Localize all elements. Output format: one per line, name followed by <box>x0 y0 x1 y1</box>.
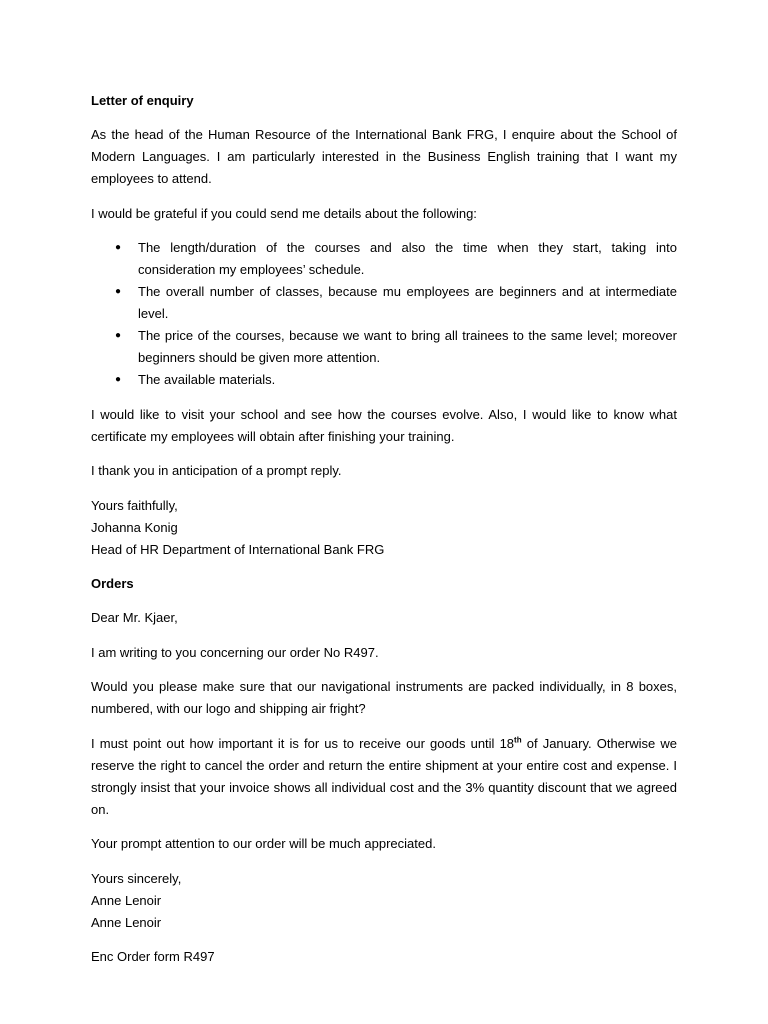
list-item-text: The available materials. <box>138 372 276 387</box>
list-item <box>91 281 677 325</box>
bullet-icon: ● <box>115 242 122 253</box>
orders-signature-block <box>91 868 677 934</box>
enquiry-signature-block <box>91 495 677 561</box>
list-item-text: The price of the courses, because we want to bring all trainees to the same level; moreover beginners should be given more attention. <box>138 328 677 365</box>
orders-deadline-paragraph <box>91 733 677 821</box>
orders-enclosure: Enc Order form R497 <box>91 949 215 964</box>
enquiry-visit-paragraph: I would like to visit your school and see how the courses evolve. Also, I would like to know what certificate my employees will obtain after finishing your training. <box>91 406 677 444</box>
document-page <box>91 90 677 981</box>
bullet-icon: ● <box>115 330 122 341</box>
deadline-ordinal-suffix: th <box>514 735 522 745</box>
list-item-text: The length/duration of the courses and also the time when they start, taking into consideration my employees’ schedule. <box>138 240 677 277</box>
enquiry-signature-name: Johanna Konig <box>91 519 178 535</box>
orders-signature-line-2: Anne Lenoir <box>91 914 162 930</box>
orders-heading: Orders <box>91 576 134 591</box>
bullet-icon: ● <box>115 286 122 297</box>
list-item <box>91 369 677 391</box>
list-item <box>91 325 677 369</box>
list-item-text: The overall number of classes, because mu employees are beginners and at intermediate level. <box>138 284 677 321</box>
deadline-text-after: of January. Otherwise we reserve the right to cancel the order and return the entire shipment at your entire cost and expense. I strongly insist that your invoice shows all individual cost and the 3% quantity discount that we agreed on. <box>91 735 677 817</box>
orders-reference-paragraph: I am writing to you concerning our order No R497. <box>91 644 379 660</box>
enquiry-signature-title: Head of HR Department of International Bank FRG <box>91 541 385 557</box>
enquiry-request-paragraph: I would be grateful if you could send me details about the following: <box>91 205 477 221</box>
deadline-text-before: I must point out how important it is for us to receive our goods until 18 <box>91 735 515 751</box>
orders-packing-paragraph: Would you please make sure that our navigational instruments are packed individually, in 8 boxes, numbered, with our logo and shipping air fright? <box>91 679 677 716</box>
orders-closing: Yours sincerely, <box>91 870 182 886</box>
enquiry-closing: Yours faithfully, <box>91 497 178 513</box>
orders-salutation: Dear Mr. Kjaer, <box>91 610 178 625</box>
enquiry-heading: Letter of enquiry <box>91 93 194 108</box>
enquiry-intro-paragraph: As the head of the Human Resource of the International Bank FRG, I enquire about the School of Modern Languages. I am particularly interested in the Business English training that I want my employees to attend. <box>91 127 677 186</box>
bullet-icon: ● <box>115 374 122 385</box>
orders-signature-line-1: Anne Lenoir <box>91 892 162 908</box>
enquiry-thanks-paragraph: I thank you in anticipation of a prompt reply. <box>91 463 342 478</box>
enquiry-bullet-list <box>91 237 677 391</box>
orders-attention-paragraph: Your prompt attention to our order will be much appreciated. <box>91 836 436 851</box>
list-item <box>91 237 677 281</box>
